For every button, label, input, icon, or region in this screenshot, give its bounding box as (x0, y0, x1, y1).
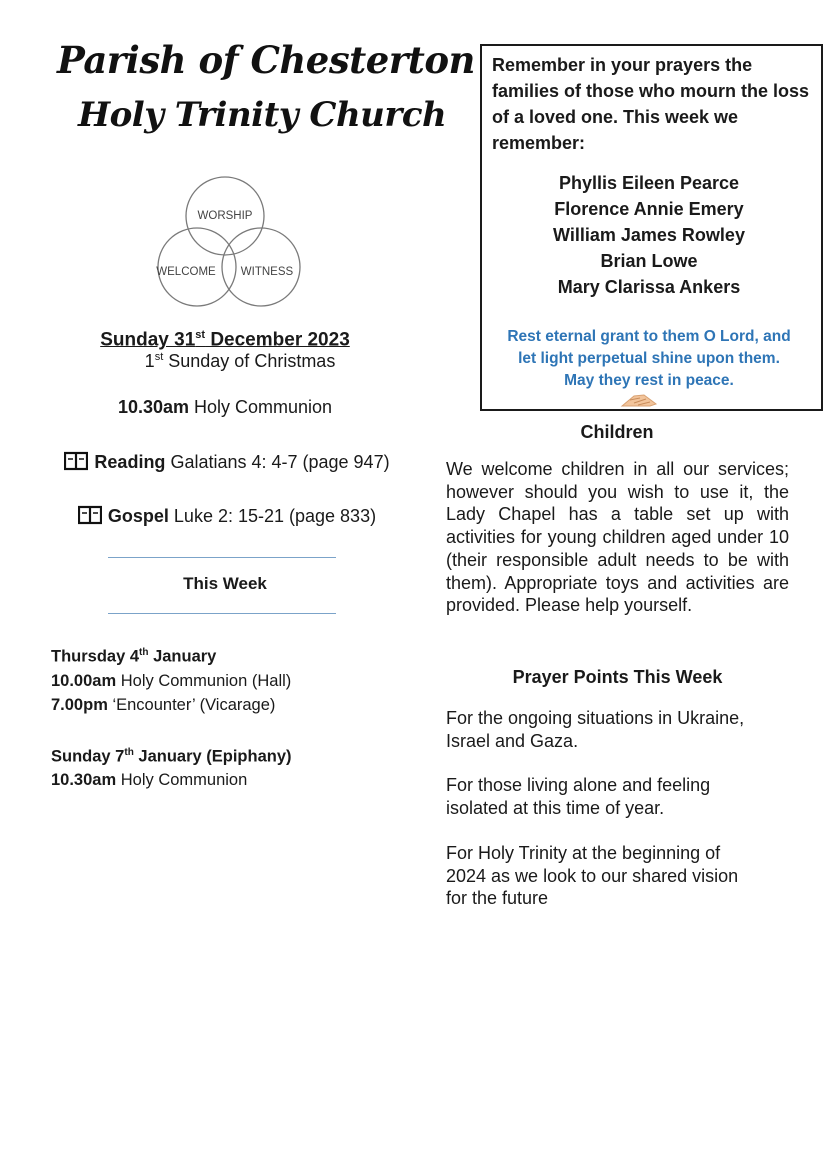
church-logo (135, 163, 315, 313)
prayer-points-heading: Prayer Points This Week (512, 667, 723, 687)
prayer-point: For those living alone and feeling isolated at this time of year. (446, 775, 711, 818)
name-item: Mary Clarissa Ankers (557, 277, 741, 297)
prayer-point: For the ongoing situations in Ukraine, Israel and Gaza. (446, 708, 745, 751)
name-item: Florence Annie Emery (554, 199, 744, 219)
week-event: 7.00pm ‘Encounter’ (Vicarage) (51, 695, 276, 714)
witness-label: WITNESS (240, 266, 294, 278)
gospel-line: Gospel Luke 2: 15-21 (page 833) (62, 505, 392, 530)
worship-label: WORSHIP (197, 210, 253, 222)
welcome-label: WELCOME (156, 266, 216, 278)
rest-eternal-prayer: Rest eternal grant to them O Lord, and let light perpetual shine upon them. May they rest in peace. (507, 328, 791, 389)
church-title: Holy Trinity Church (78, 95, 447, 135)
name-item: Brian Lowe (600, 251, 698, 271)
week-event: 10.00am Holy Communion (Hall) (51, 671, 292, 690)
prayer-point: For Holy Trinity at the beginning of 2024 as we look to our shared vision for the future (446, 843, 739, 909)
children-heading: Children (580, 422, 654, 442)
service-date: Sunday 31st December 2023 (100, 329, 350, 351)
service-occasion: 1st Sunday of Christmas (144, 351, 336, 371)
remembrance-names (482, 170, 816, 300)
parish-title: Parish of Chesterton (57, 38, 475, 82)
divider (108, 557, 336, 558)
name-item: William James Rowley (553, 225, 745, 245)
this-week-list (51, 641, 292, 792)
book-icon (64, 451, 88, 479)
week-day: Thursday 4th January (51, 647, 217, 666)
divider (108, 613, 336, 614)
children-text: We welcome children in all our services; however should you wish to use it, the Lady Chapel has a table set up with activities for young children aged under 10 (their responsible adult needs to be with them). Appropriate toys and activities are provided. Please help yourself. (446, 459, 789, 616)
service-time: 10.30am Holy Communion (117, 397, 333, 417)
name-item: Phyllis Eileen Pearce (558, 173, 740, 193)
reading-line: Reading Galatians 4: 4-7 (page 947) (62, 448, 392, 479)
book-icon (78, 505, 102, 530)
week-event: 10.30am Holy Communion (51, 771, 248, 789)
praying-hands-icon (620, 392, 658, 413)
week-day: Sunday 7th January (Epiphany) (51, 746, 292, 765)
remembrance-intro: Remember in your prayers the families of those who mourn the loss of a loved one. This week we remember: (492, 55, 810, 153)
this-week-heading: This Week (183, 574, 267, 593)
